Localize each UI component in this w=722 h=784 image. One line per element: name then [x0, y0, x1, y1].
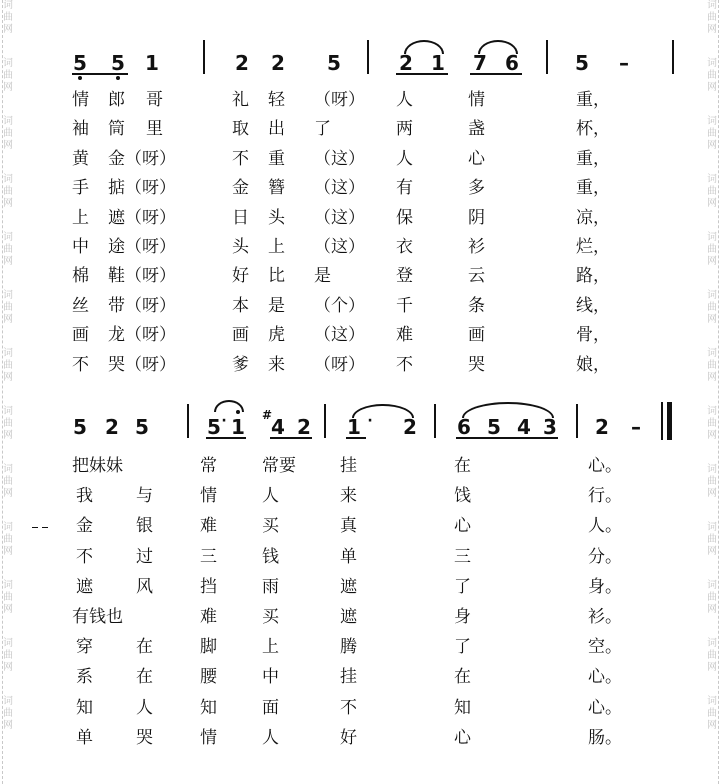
- watermark-text: 词 曲 网: [3, 232, 13, 267]
- lyric-syllable: （呀）: [314, 354, 365, 375]
- lyric-syllable: 来: [268, 354, 285, 375]
- lyric-syllable: 里: [146, 119, 163, 140]
- lyric-syllable: 腰: [200, 667, 217, 688]
- extension-dash: –: [619, 51, 629, 75]
- bar-line: [367, 40, 369, 74]
- lyric-syllable: （这）: [314, 207, 365, 228]
- lyric-syllable: 知: [454, 697, 471, 718]
- lyric-syllable: 哭: [136, 727, 153, 748]
- lyric-syllable: 人。: [588, 516, 622, 537]
- note: 5: [207, 415, 221, 439]
- lyric-syllable: 金（呀）: [108, 148, 176, 169]
- slur: [352, 404, 414, 418]
- slur: [478, 40, 518, 54]
- lyric-syllable: 金: [232, 178, 249, 199]
- note: 5: [73, 415, 87, 439]
- beat-underline: [470, 73, 522, 75]
- lyric-syllable: 丝: [72, 295, 89, 316]
- lyric-syllable: 分。: [588, 546, 622, 567]
- lyric-syllable: 我: [76, 486, 93, 507]
- lyric-syllable: 在: [136, 667, 153, 688]
- lyric-syllable: 日: [232, 207, 249, 228]
- lyric-syllable: 过: [136, 546, 153, 567]
- lyric-syllable: 条: [468, 295, 485, 316]
- lyric-syllable: 重，: [576, 148, 610, 169]
- lyric-syllable: 肠。: [588, 727, 622, 748]
- lyric-syllable: 挡: [200, 576, 217, 597]
- watermark-text: 词 曲 网: [3, 696, 13, 731]
- watermark-left: [0, 0, 16, 754]
- note: 2: [403, 415, 417, 439]
- note: 1: [226, 416, 250, 438]
- note: 1: [347, 415, 361, 439]
- lyric-syllable: 线，: [576, 295, 610, 316]
- lyric-syllable: 不: [340, 697, 357, 718]
- lyric-syllable: 好: [232, 266, 249, 287]
- watermark-text: 词 曲 网: [3, 348, 13, 383]
- lyric-syllable: 衫。: [588, 607, 622, 627]
- lyric-syllable: 面: [262, 697, 279, 718]
- lyric-syllable: 带（呀）: [108, 295, 176, 316]
- lyric-syllable: 了: [454, 637, 471, 658]
- lyric-syllable: 上: [72, 207, 89, 228]
- watermark-text: 词 曲 网: [707, 580, 717, 615]
- watermark-text: 词 曲 网: [3, 174, 13, 209]
- note: 2: [595, 415, 609, 439]
- lyric-syllable: 云: [468, 266, 485, 287]
- lyric-syllable: 遮: [340, 607, 357, 627]
- lyric-syllable: 难: [200, 607, 217, 627]
- note: 5: [487, 415, 501, 439]
- watermark-text: 词 曲 网: [707, 58, 717, 93]
- lyric-syllable: 心: [454, 727, 471, 748]
- watermark-text: 词 曲 网: [707, 696, 717, 731]
- lyric-syllable: 是: [268, 295, 285, 316]
- lyric-syllable: 中: [262, 667, 279, 688]
- watermark-text: 词 曲 网: [3, 580, 13, 615]
- watermark-text: 词 曲 网: [3, 522, 13, 557]
- lyric-syllable: 黄: [72, 148, 89, 169]
- lyric-syllable: 重: [268, 148, 285, 169]
- sharp-sign: #: [262, 408, 273, 422]
- lyric-syllable: 阴: [468, 207, 485, 228]
- watermark-text: 词 曲 网: [707, 522, 717, 557]
- watermark-text: 词 曲 网: [707, 464, 717, 499]
- note: 1: [431, 51, 445, 75]
- lyric-syllable: 遮: [340, 576, 357, 597]
- lyric-syllable: 系: [76, 667, 93, 688]
- lyric-syllable: 郎: [108, 90, 125, 110]
- bar-line: [672, 40, 674, 74]
- note: 2: [271, 51, 285, 75]
- note: 4: [517, 415, 531, 439]
- lyric-syllable: （这）: [314, 237, 365, 257]
- watermark-text: 词 曲 网: [707, 232, 717, 267]
- lyric-syllable: 风: [136, 576, 153, 597]
- lyric-syllable: 挂: [340, 667, 357, 688]
- lyric-syllable: 虎: [268, 325, 285, 346]
- lyric-syllable: 画: [232, 325, 249, 346]
- lyric-syllable: 银: [136, 516, 153, 537]
- lyric-syllable: 把妹妹: [72, 456, 123, 476]
- beat-underline: [456, 437, 558, 439]
- note: 5: [327, 51, 341, 75]
- lyric-syllable: 重，: [576, 90, 610, 110]
- lyric-syllable: 在: [454, 456, 471, 476]
- watermark-text: 词 曲 网: [707, 638, 717, 673]
- lyric-syllable: 不: [232, 148, 249, 169]
- note: 1: [145, 51, 159, 75]
- lyric-syllable: 哥: [146, 90, 163, 110]
- lyric-syllable: 心。: [588, 667, 622, 688]
- lyric-syllable: 头: [232, 237, 249, 257]
- watermark-text: 词 曲 网: [3, 290, 13, 325]
- lyric-syllable: （这）: [314, 325, 365, 346]
- lyric-syllable: 遮（呀）: [108, 207, 176, 228]
- lyric-syllable: 腾: [340, 637, 357, 658]
- lyric-syllable: 掂（呀）: [108, 178, 176, 199]
- lyric-syllable: 难: [200, 516, 217, 537]
- lyric-syllable: 不: [396, 354, 413, 375]
- watermark-text: 词 曲 网: [707, 348, 717, 383]
- lyric-syllable: 人: [262, 486, 279, 507]
- lyric-syllable: 不: [76, 546, 93, 567]
- extension-dash: –: [631, 415, 641, 439]
- lyric-syllable: 是: [314, 266, 331, 287]
- lyric-syllable: 心。: [588, 697, 622, 718]
- lyric-syllable: 挂: [340, 456, 357, 476]
- note: 6: [457, 415, 471, 439]
- lyric-syllable: 真: [340, 516, 357, 537]
- lyric-syllable: 筒: [108, 119, 125, 140]
- lyric-syllable: 衫: [468, 237, 485, 257]
- lyric-syllable: 情: [200, 486, 217, 507]
- lyric-syllable: 哭: [468, 354, 485, 375]
- lyric-syllable: 难: [396, 325, 413, 346]
- lyric-syllable: 人: [136, 697, 153, 718]
- lyric-syllable: 行。: [588, 486, 622, 507]
- lyric-syllable: 比: [268, 266, 285, 287]
- bar-line: [324, 404, 326, 438]
- lyric-syllable: 空。: [588, 637, 622, 658]
- lyric-syllable: 取: [232, 119, 249, 140]
- note: 3: [543, 415, 557, 439]
- note: 2: [399, 51, 413, 75]
- lyric-syllable: 上: [268, 237, 285, 257]
- lyric-syllable: 盏: [468, 119, 485, 140]
- margin-dash: [32, 527, 38, 528]
- lyric-syllable: 心: [468, 148, 485, 169]
- lyric-syllable: 簪: [268, 178, 285, 199]
- slur: [214, 400, 244, 412]
- note: 2: [235, 51, 249, 75]
- lyric-syllable: 情: [468, 90, 485, 110]
- lyric-syllable: 重，: [576, 178, 610, 199]
- lyric-syllable: 与: [136, 486, 153, 507]
- lyric-syllable: 知: [76, 697, 93, 718]
- lyric-syllable: 轻: [268, 90, 285, 110]
- lyric-syllable: 上: [262, 637, 279, 658]
- bar-line: [187, 404, 189, 438]
- lyric-syllable: 心: [454, 516, 471, 537]
- watermark-text: 词 曲 网: [707, 174, 717, 209]
- lyric-syllable: 娘，: [576, 354, 610, 375]
- lyric-syllable: 钱: [262, 546, 279, 567]
- lyric-syllable: 常: [200, 456, 217, 476]
- lyric-syllable: 龙（呀）: [108, 325, 176, 346]
- lyric-syllable: 不: [72, 354, 89, 375]
- note: 2: [297, 415, 311, 439]
- lyric-syllable: 情: [200, 727, 217, 748]
- final-bar-line-thick: [667, 402, 672, 440]
- note: 2: [105, 415, 119, 439]
- lyric-syllable: 鞋（呀）: [108, 266, 176, 287]
- bar-line: [576, 404, 578, 438]
- lyric-syllable: （这）: [314, 148, 365, 169]
- beat-underline: [72, 73, 128, 75]
- lyric-syllable: 在: [136, 637, 153, 658]
- lyric-syllable: 在: [454, 667, 471, 688]
- note: 5: [68, 52, 92, 74]
- lyric-syllable: 来: [340, 486, 357, 507]
- watermark-text: 词 曲 网: [3, 464, 13, 499]
- lyric-syllable: （呀）: [314, 90, 365, 110]
- dot-mark: ·: [221, 413, 227, 429]
- lyric-syllable: 心。: [588, 456, 622, 476]
- watermark-text: 词 曲 网: [3, 406, 13, 441]
- lyric-syllable: 礼: [232, 90, 249, 110]
- lyric-syllable: 保: [396, 207, 413, 228]
- beat-underline: [270, 437, 312, 439]
- lyric-syllable: 三: [454, 546, 471, 567]
- lyric-syllable: 杯，: [576, 119, 610, 140]
- lyric-syllable: 烂，: [576, 237, 610, 257]
- lyric-syllable: （这）: [314, 178, 365, 199]
- lyric-syllable: 棉: [72, 266, 89, 287]
- lyric-syllable: 画: [468, 325, 485, 346]
- lyric-syllable: 买: [262, 516, 279, 537]
- lyric-syllable: 手: [72, 178, 89, 199]
- lyric-syllable: 了: [454, 576, 471, 597]
- lyric-syllable: 登: [396, 266, 413, 287]
- lyric-syllable: 金: [76, 516, 93, 537]
- beat-underline: [206, 437, 246, 439]
- lyric-syllable: 三: [200, 546, 217, 567]
- lyric-syllable: 有: [396, 178, 413, 199]
- lyric-syllable: 中: [72, 237, 89, 257]
- lyric-syllable: 有钱也: [72, 607, 123, 627]
- lyric-syllable: 头: [268, 207, 285, 228]
- lyric-syllable: 身: [454, 607, 471, 627]
- lyric-syllable: 脚: [200, 637, 217, 658]
- beat-underline: [346, 437, 366, 439]
- note: 5: [106, 52, 130, 74]
- lyric-syllable: 凉，: [576, 207, 610, 228]
- bar-line: [203, 40, 205, 74]
- note: 6: [505, 51, 519, 75]
- watermark-text: 词 曲 网: [707, 406, 717, 441]
- note: 4: [271, 415, 285, 439]
- lyric-syllable: 哭（呀）: [108, 354, 176, 375]
- lyric-syllable: 穿: [76, 637, 93, 658]
- watermark-text: 词 曲 网: [3, 58, 13, 93]
- lyric-syllable: 骨，: [576, 325, 610, 346]
- lyric-syllable: 知: [200, 697, 217, 718]
- watermark-right: [704, 0, 720, 754]
- lyric-syllable: （个）: [314, 295, 365, 316]
- watermark-text: 词 曲 网: [707, 290, 717, 325]
- lyric-syllable: 两: [396, 119, 413, 140]
- lyric-syllable: 爹: [232, 354, 249, 375]
- margin-dash: [42, 527, 48, 528]
- lyric-syllable: 千: [396, 295, 413, 316]
- lyric-syllable: 单: [340, 546, 357, 567]
- lyric-syllable: 常要: [262, 456, 296, 476]
- bar-line: [546, 40, 548, 74]
- lyric-syllable: 路，: [576, 266, 610, 287]
- beat-underline: [396, 73, 448, 75]
- note: 7: [473, 51, 487, 75]
- watermark-text: 词 曲 网: [3, 116, 13, 151]
- lyric-syllable: 雨: [262, 576, 279, 597]
- slur: [404, 40, 444, 54]
- final-bar-line-thin: [661, 402, 663, 440]
- lyric-syllable: 了: [314, 119, 331, 140]
- watermark-text: 词 曲 网: [3, 638, 13, 673]
- lyric-syllable: 好: [340, 727, 357, 748]
- lyric-syllable: 袖: [72, 119, 89, 140]
- watermark-text: 词 曲 网: [3, 0, 13, 35]
- watermark-text: 词 曲 网: [707, 116, 717, 151]
- lyric-syllable: 人: [262, 727, 279, 748]
- lyric-syllable: 饯: [454, 486, 471, 507]
- lyric-syllable: 人: [396, 90, 413, 110]
- watermark-text: 词 曲 网: [707, 0, 717, 35]
- lyric-syllable: 途（呀）: [108, 237, 176, 257]
- note: 5: [575, 51, 589, 75]
- lyric-syllable: 多: [468, 178, 485, 199]
- lyric-syllable: 人: [396, 148, 413, 169]
- dot-mark: ·: [367, 413, 373, 429]
- slur: [462, 402, 554, 418]
- lyric-syllable: 遮: [76, 576, 93, 597]
- note: 5: [135, 415, 149, 439]
- lyric-syllable: 出: [268, 119, 285, 140]
- lyric-syllable: 情: [72, 90, 89, 110]
- lyric-syllable: 本: [232, 295, 249, 316]
- bar-line: [434, 404, 436, 438]
- lyric-syllable: 画: [72, 325, 89, 346]
- lyric-syllable: 单: [76, 727, 93, 748]
- lyric-syllable: 身。: [588, 576, 622, 597]
- lyric-syllable: 买: [262, 607, 279, 627]
- lyric-syllable: 衣: [396, 237, 413, 257]
